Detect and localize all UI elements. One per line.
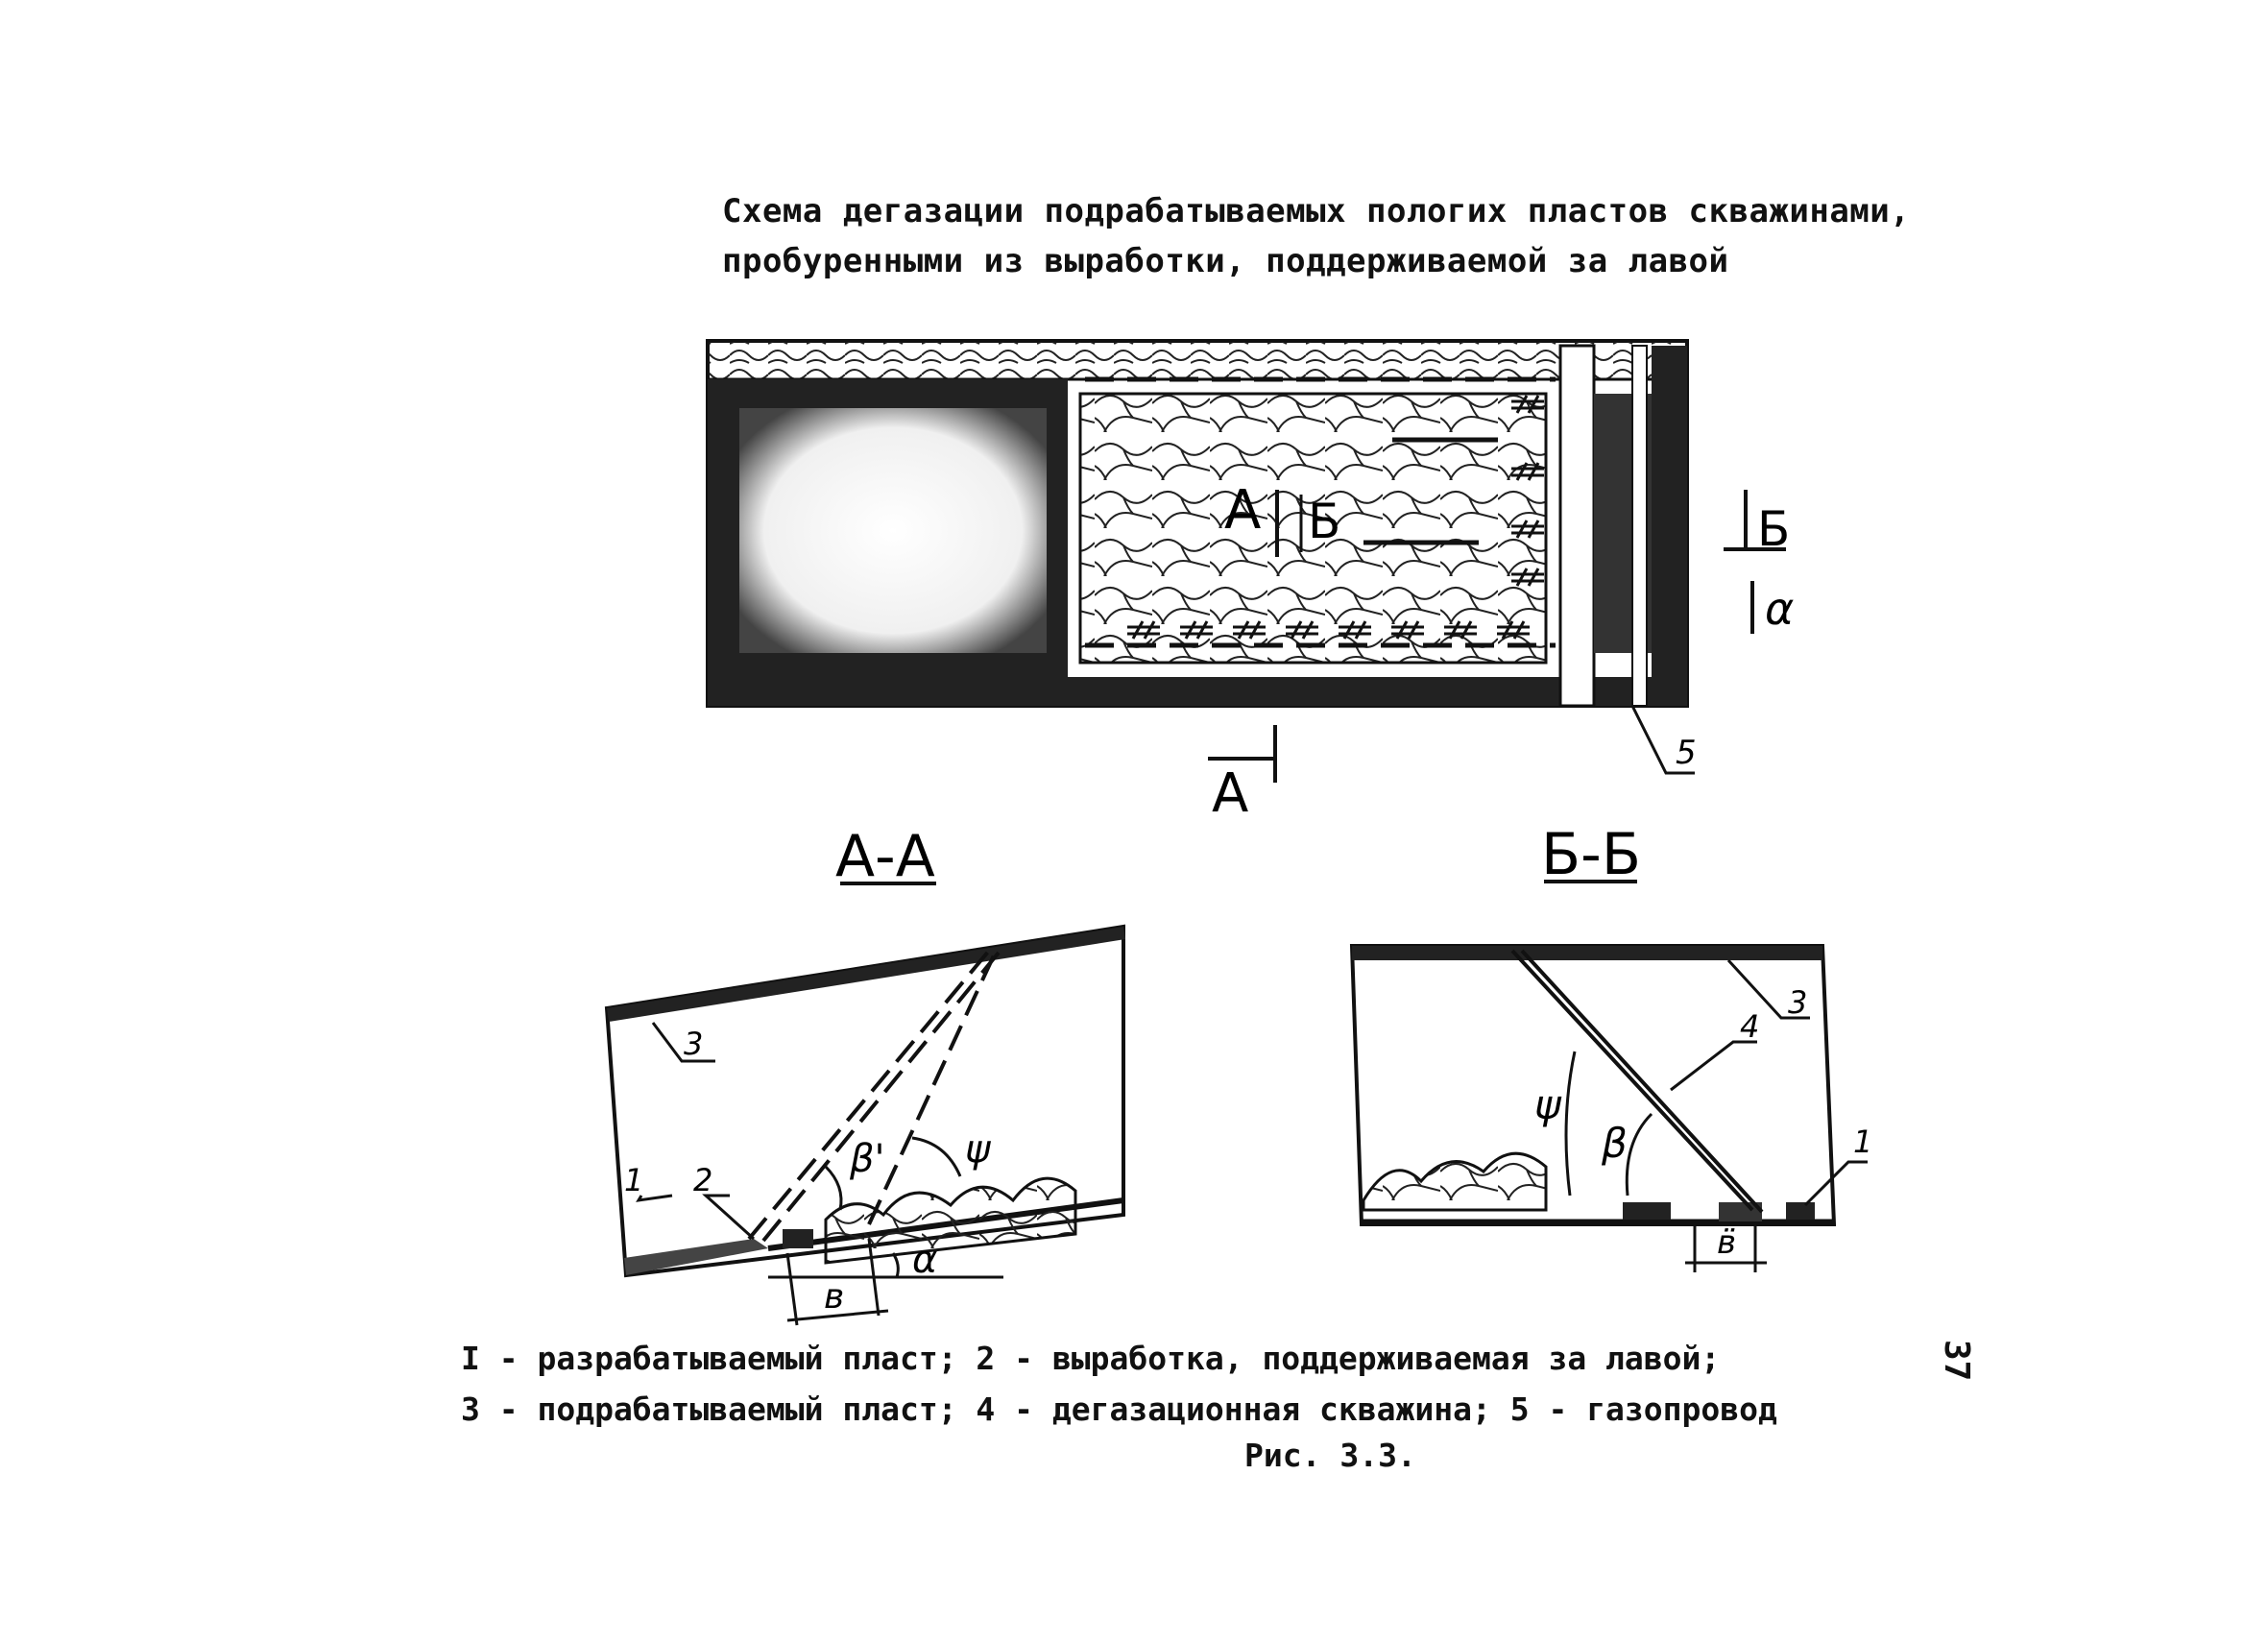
gas-pipeline [1632, 346, 1647, 706]
title-line-1: Схема дегазации подрабатываемых пологих пластов скважинами, [722, 192, 1911, 230]
callout-3-aa: 3 [684, 1026, 704, 1062]
callout-5-label: 5 [1676, 734, 1697, 772]
section-bb [1352, 821, 1872, 1272]
section-a-label-top: А [1224, 479, 1262, 542]
beta-label-bb: β [1602, 1120, 1628, 1167]
legend-line-2: 3 - подрабатываемый пласт; 4 - дегазационная скважина; 5 - газопровод [461, 1390, 1777, 1428]
legend-line-1: I - разрабатываемый пласт; 2 - выработка, поддерживаемая за лавой; [461, 1340, 1721, 1377]
b-label-bb: в̈ [1717, 1223, 1737, 1262]
b-ext-left [787, 1253, 797, 1325]
solid-coal [1652, 346, 1687, 706]
page-number: 37 [1937, 1340, 1976, 1382]
solid-coal-bb [1786, 1202, 1815, 1220]
worked-area-goaf [739, 408, 1047, 653]
callout-2-aa: 2 [693, 1162, 713, 1198]
section-bb-heading: Б-Б [1541, 821, 1641, 888]
alpha-label-aa: α [912, 1238, 938, 1282]
b-label-aa: в [824, 1277, 845, 1317]
psi-label-aa: ψ [965, 1127, 991, 1172]
section-b-label-right: Б [1757, 501, 1791, 557]
section-a-label-bottom: А [1212, 762, 1249, 825]
callout-3-bb: 3 [1788, 984, 1808, 1021]
title-line-2: пробуренными из выработки, поддерживаемой за лавой [722, 242, 1729, 280]
top-strata [708, 341, 1687, 379]
section-b-label-inner: Б [1308, 494, 1341, 549]
overworked-seam-bb [1352, 946, 1822, 960]
alpha-arc-aa [893, 1253, 898, 1277]
psi-label-bb: ψ [1534, 1081, 1561, 1128]
section-aa [607, 823, 1125, 1325]
callout-1-bb: 1 [1853, 1124, 1873, 1160]
bottom-strata [708, 677, 1687, 706]
face-support [1560, 346, 1594, 706]
roadway-aa [783, 1229, 813, 1248]
figure-caption: Рис. 3.3. [1244, 1437, 1416, 1474]
plan-view [708, 341, 1794, 825]
section-aa-heading: А-А [835, 823, 935, 890]
callout-4-bb: 4 [1740, 1008, 1760, 1045]
alpha-label-plan: α [1765, 583, 1795, 635]
beta-prime-label: β' [850, 1137, 885, 1181]
worked-seam-bb [1623, 1202, 1671, 1220]
callout-1-aa: 1 [624, 1162, 644, 1198]
